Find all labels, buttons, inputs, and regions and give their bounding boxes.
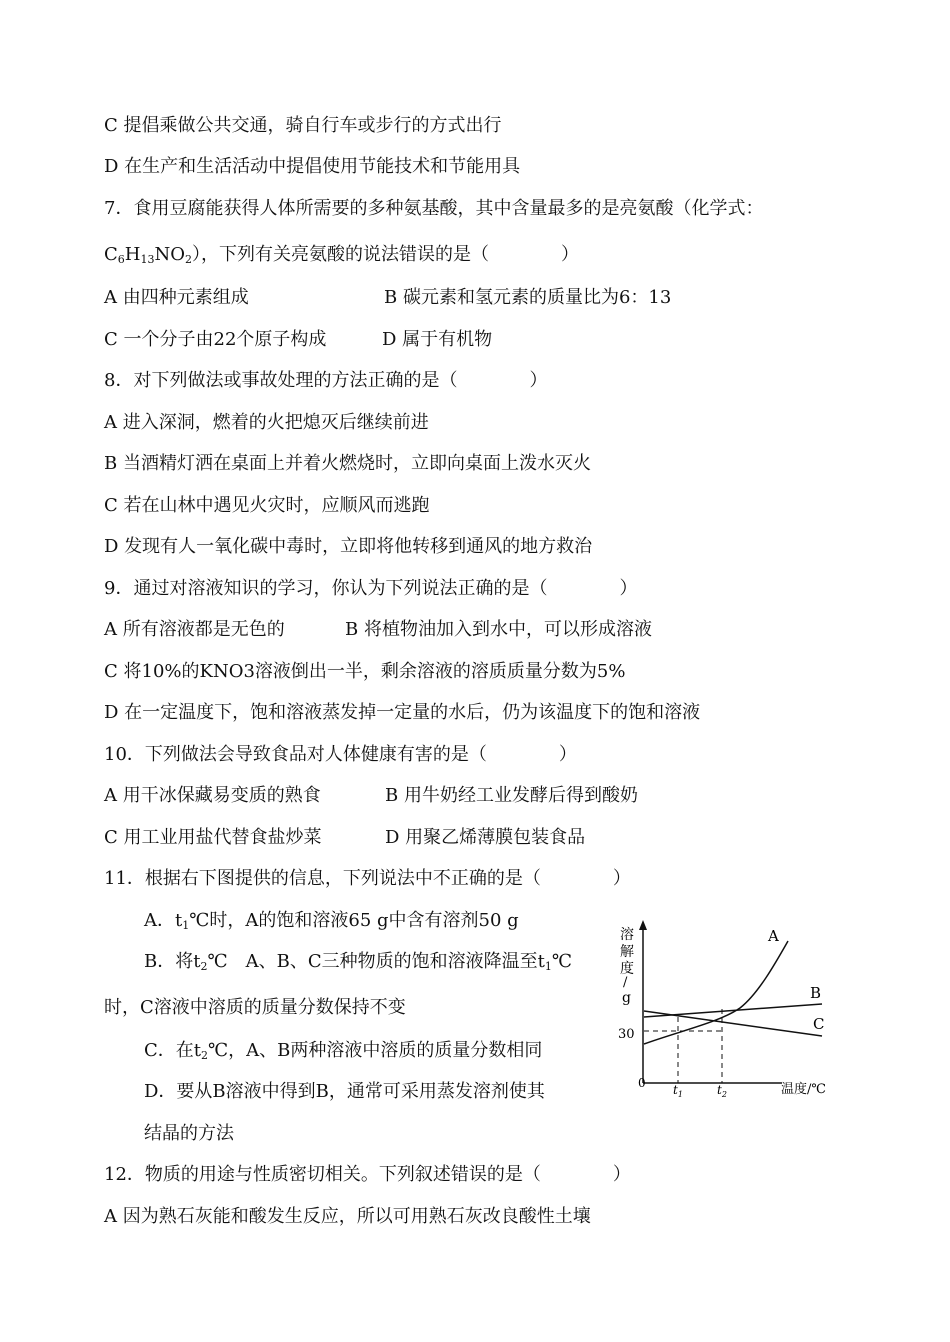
option-11c-sub: 2 xyxy=(201,1049,209,1062)
option-11b-sub-2: 1 xyxy=(544,960,552,973)
line-c xyxy=(644,1011,825,1036)
formula-o-count: 2 xyxy=(185,253,192,266)
y-label-2: 解 xyxy=(620,944,634,960)
question-11: 11．根据右下图提供的信息，下列说法中不正确的是（ ） xyxy=(104,868,631,889)
option-9d: D 在一定温度下，饱和溶液蒸发掉一定量的水后，仍为该温度下的饱和溶液 xyxy=(104,702,701,723)
option-7a: A 由四种元素组成 xyxy=(104,287,249,308)
y-label-1: 溶 xyxy=(620,927,634,943)
option-11b-sub-1: 2 xyxy=(200,960,208,973)
y-label-3: 度 xyxy=(620,961,634,977)
formula-h: H xyxy=(124,244,141,265)
line-d1: D 在生产和生活活动中提倡使用节能技术和节能用具 xyxy=(104,156,521,177)
option-11b-text-3: ℃ xyxy=(551,951,572,972)
option-11c-text: C．在t xyxy=(144,1040,202,1061)
option-11a-sub: 1 xyxy=(182,919,190,932)
option-11d-continued: 结晶的方法 xyxy=(144,1123,234,1144)
option-8b: B 当酒精灯洒在桌面上并着火燃烧时，立即向桌面上泼水灭火 xyxy=(104,453,591,474)
option-11d: D．要从B溶液中得到B，通常可采用蒸发溶剂使其 xyxy=(144,1081,545,1102)
option-11b-text-2: ℃ A、B、C三种物质的饱和溶液降温至t xyxy=(207,951,545,972)
x-axis-label: 温度/℃ xyxy=(781,1082,826,1097)
y-tick-30: 30 xyxy=(618,1027,635,1042)
question-7-continued xyxy=(104,243,579,272)
option-11a-text-2: ℃时，A的饱和溶液65 g中含有溶剂50 g xyxy=(189,910,519,931)
question-7-tail: ），下列有关亮氨酸的说法错误的是（ ） xyxy=(192,244,579,265)
option-10a: A 用干冰保藏易变质的熟食 xyxy=(104,785,321,806)
option-12a: A 因为熟石灰能和酸发生反应，所以可用熟石灰改良酸性土壤 xyxy=(104,1206,591,1227)
option-10c: C 用工业用盐代替食盐炒菜 xyxy=(104,827,322,848)
option-11b xyxy=(144,950,572,979)
curve-c-label: C xyxy=(813,1015,825,1033)
option-8d: D 发现有人一氧化碳中毒时，立即将他转移到通风的地方救治 xyxy=(104,536,593,557)
question-9: 9．通过对溶液知识的学习，你认为下列说法正确的是（ ） xyxy=(104,578,638,599)
question-10: 10．下列做法会导致食品对人体健康有害的是（ ） xyxy=(104,744,577,765)
option-7d: D 属于有机物 xyxy=(382,329,493,350)
t1-label: $t_1$ xyxy=(673,1083,683,1098)
curve-a-label: A xyxy=(768,927,779,945)
formula-h-count: 13 xyxy=(140,253,155,266)
question-7: 7．食用豆腐能获得人体所需要的多种氨基酸，其中含量最多的是亮氨酸（化学式： xyxy=(104,198,764,219)
option-11b-text: B．将t xyxy=(144,951,201,972)
question-12: 12．物质的用途与性质密切相关。下列叙述错误的是（ ） xyxy=(104,1164,631,1185)
option-11a-text: A．t xyxy=(144,910,183,931)
option-9a: A 所有溶液都是无色的 xyxy=(104,619,285,640)
option-7c: C 一个分子由22个原子构成 xyxy=(104,329,327,350)
t2-label: $t_2$ xyxy=(717,1083,727,1098)
curve-b-label: B xyxy=(810,984,822,1002)
option-11b-continued: 时，C溶液中溶质的质量分数保持不变 xyxy=(104,997,406,1018)
formula-no: NO xyxy=(154,244,185,265)
formula-c-count: 6 xyxy=(117,253,125,266)
formula-c: C xyxy=(104,244,118,265)
line-c1: C 提倡乘做公共交通，骑自行车或步行的方式出行 xyxy=(104,115,502,136)
option-11c xyxy=(144,1039,542,1068)
option-10b: B 用牛奶经工业发酵后得到酸奶 xyxy=(385,785,638,806)
y-label-5: g xyxy=(622,990,631,1006)
option-9c: C 将10%的KNO3溶液倒出一半，剩余溶液的溶质质量分数为5% xyxy=(104,661,626,682)
y-axis-arrow xyxy=(639,920,647,930)
option-8c: C 若在山林中遇见火灾时，应顺风而逃跑 xyxy=(104,495,430,516)
option-9b: B 将植物油加入到水中，可以形成溶液 xyxy=(345,619,652,640)
option-10d: D 用聚乙烯薄膜包装食品 xyxy=(385,827,586,848)
option-8a: A 进入深洞，燃着的火把熄灭后继续前进 xyxy=(104,412,429,433)
solubility-graph xyxy=(610,918,840,1098)
option-7b: B 碳元素和氢元素的质量比为6：13 xyxy=(384,287,672,308)
question-8: 8．对下列做法或事故处理的方法正确的是（ ） xyxy=(104,370,548,391)
origin-label: 0 xyxy=(638,1076,646,1090)
y-label-4: / xyxy=(623,975,628,990)
option-11a xyxy=(144,909,519,938)
option-11c-text-2: ℃，A、B两种溶液中溶质的质量分数相同 xyxy=(208,1040,543,1061)
